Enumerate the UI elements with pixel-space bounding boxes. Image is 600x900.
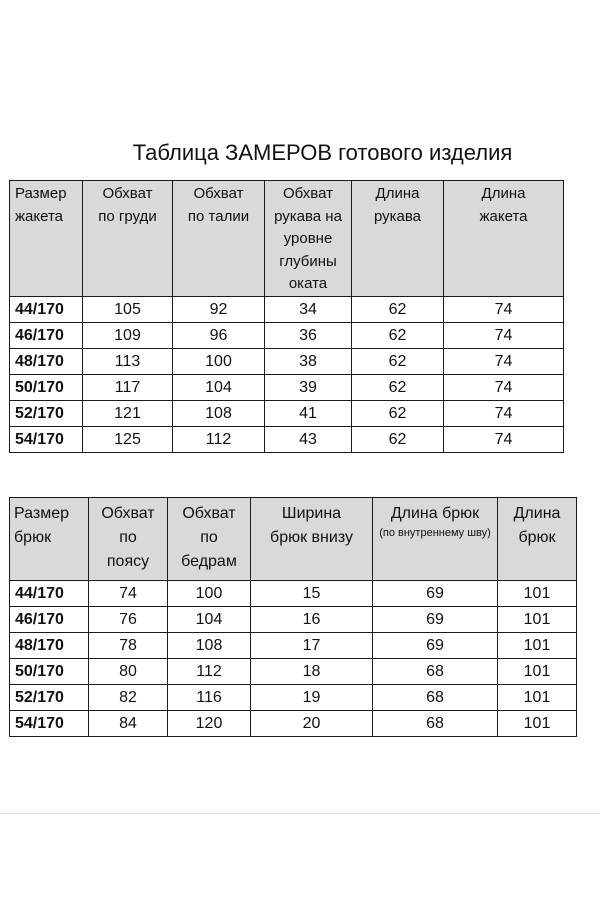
- header-inseam-length: Длина брюк (по внутреннему шву): [373, 498, 498, 581]
- table-cell: 84: [89, 711, 168, 737]
- table-cell: 68: [373, 659, 498, 685]
- table-cell: 101: [498, 659, 577, 685]
- table-cell: 17: [251, 633, 373, 659]
- size-cell: 48/170: [10, 633, 89, 659]
- size-cell: 52/170: [10, 685, 89, 711]
- table-cell: 74: [444, 349, 564, 375]
- jacket-measurements-table: [9, 180, 564, 453]
- table-cell: 16: [251, 607, 373, 633]
- trousers-header-row: [10, 498, 577, 581]
- table-cell: 112: [173, 427, 265, 453]
- table-cell: 96: [173, 323, 265, 349]
- table-cell: 82: [89, 685, 168, 711]
- size-cell: 54/170: [10, 427, 83, 453]
- table-cell: 117: [83, 375, 173, 401]
- size-cell: 44/170: [10, 581, 89, 607]
- size-cell: 50/170: [10, 659, 89, 685]
- table-cell: 36: [265, 323, 352, 349]
- table-row: [10, 659, 577, 685]
- table-cell: 43: [265, 427, 352, 453]
- table-cell: 101: [498, 685, 577, 711]
- table-cell: 34: [265, 297, 352, 323]
- table-cell: 78: [89, 633, 168, 659]
- table-cell: 92: [173, 297, 265, 323]
- table-cell: 125: [83, 427, 173, 453]
- size-cell: 46/170: [10, 607, 89, 633]
- table-cell: 39: [265, 375, 352, 401]
- size-cell: 50/170: [10, 375, 83, 401]
- header-sleeve-girth: Обхват рукава на уровне глубины оката: [265, 181, 352, 297]
- table-cell: 41: [265, 401, 352, 427]
- table-row: [10, 633, 577, 659]
- table-cell: 105: [83, 297, 173, 323]
- table-cell: 19: [251, 685, 373, 711]
- table-cell: 69: [373, 607, 498, 633]
- header-chest: Обхват по груди: [83, 181, 173, 297]
- table-row: [10, 427, 564, 453]
- header-waist-girth: Обхват по поясу: [89, 498, 168, 581]
- table-cell: 112: [168, 659, 251, 685]
- table-row: [10, 349, 564, 375]
- table-cell: 15: [251, 581, 373, 607]
- table-cell: 38: [265, 349, 352, 375]
- table-cell: 62: [352, 349, 444, 375]
- table-row: [10, 297, 564, 323]
- table-cell: 113: [83, 349, 173, 375]
- table-cell: 74: [89, 581, 168, 607]
- header-size-trousers: Размер брюк: [10, 498, 89, 581]
- table-cell: 101: [498, 711, 577, 737]
- table-cell: 62: [352, 401, 444, 427]
- table-row: [10, 711, 577, 737]
- table-cell: 68: [373, 685, 498, 711]
- table-cell: 101: [498, 581, 577, 607]
- table-cell: 74: [444, 427, 564, 453]
- header-jacket-length: Длина жакета: [444, 181, 564, 297]
- size-cell: 48/170: [10, 349, 83, 375]
- table-cell: 74: [444, 375, 564, 401]
- table-row: [10, 607, 577, 633]
- table-cell: 76: [89, 607, 168, 633]
- table-cell: 108: [173, 401, 265, 427]
- header-sleeve-length: Длина рукава: [352, 181, 444, 297]
- inseam-note: (по внутреннему шву): [379, 527, 491, 539]
- header-waist: Обхват по талии: [173, 181, 265, 297]
- table-cell: 20: [251, 711, 373, 737]
- trousers-measurements-table: [9, 497, 577, 737]
- table-cell: 108: [168, 633, 251, 659]
- table-cell: 62: [352, 375, 444, 401]
- size-cell: 54/170: [10, 711, 89, 737]
- page-divider: [0, 813, 600, 814]
- table-row: [10, 375, 564, 401]
- table-cell: 104: [168, 607, 251, 633]
- header-trousers-length: Длина брюк: [498, 498, 577, 581]
- table-row: [10, 323, 564, 349]
- table-row: [10, 401, 564, 427]
- size-cell: 46/170: [10, 323, 83, 349]
- table-cell: 62: [352, 297, 444, 323]
- table-cell: 109: [83, 323, 173, 349]
- size-cell: 52/170: [10, 401, 83, 427]
- table-cell: 121: [83, 401, 173, 427]
- table-cell: 74: [444, 323, 564, 349]
- table-cell: 69: [373, 633, 498, 659]
- table-cell: 62: [352, 323, 444, 349]
- table-row: [10, 581, 577, 607]
- table-cell: 100: [168, 581, 251, 607]
- table-cell: 116: [168, 685, 251, 711]
- table-row: [10, 685, 577, 711]
- table-cell: 120: [168, 711, 251, 737]
- jacket-header-row: [10, 181, 564, 297]
- table-cell: 104: [173, 375, 265, 401]
- table-cell: 18: [251, 659, 373, 685]
- table-cell: 74: [444, 297, 564, 323]
- page-title: Таблица ЗАМЕРОВ готового изделия: [132, 140, 513, 165]
- table-cell: 68: [373, 711, 498, 737]
- table-cell: 101: [498, 633, 577, 659]
- table-cell: 101: [498, 607, 577, 633]
- table-cell: 100: [173, 349, 265, 375]
- table-cell: 62: [352, 427, 444, 453]
- header-bottom-width: Ширина брюк внизу: [251, 498, 373, 581]
- table-cell: 74: [444, 401, 564, 427]
- table-cell: 69: [373, 581, 498, 607]
- size-cell: 44/170: [10, 297, 83, 323]
- header-size-jacket: Размер жакета: [10, 181, 83, 297]
- table-cell: 80: [89, 659, 168, 685]
- header-hip-girth: Обхват по бедрам: [168, 498, 251, 581]
